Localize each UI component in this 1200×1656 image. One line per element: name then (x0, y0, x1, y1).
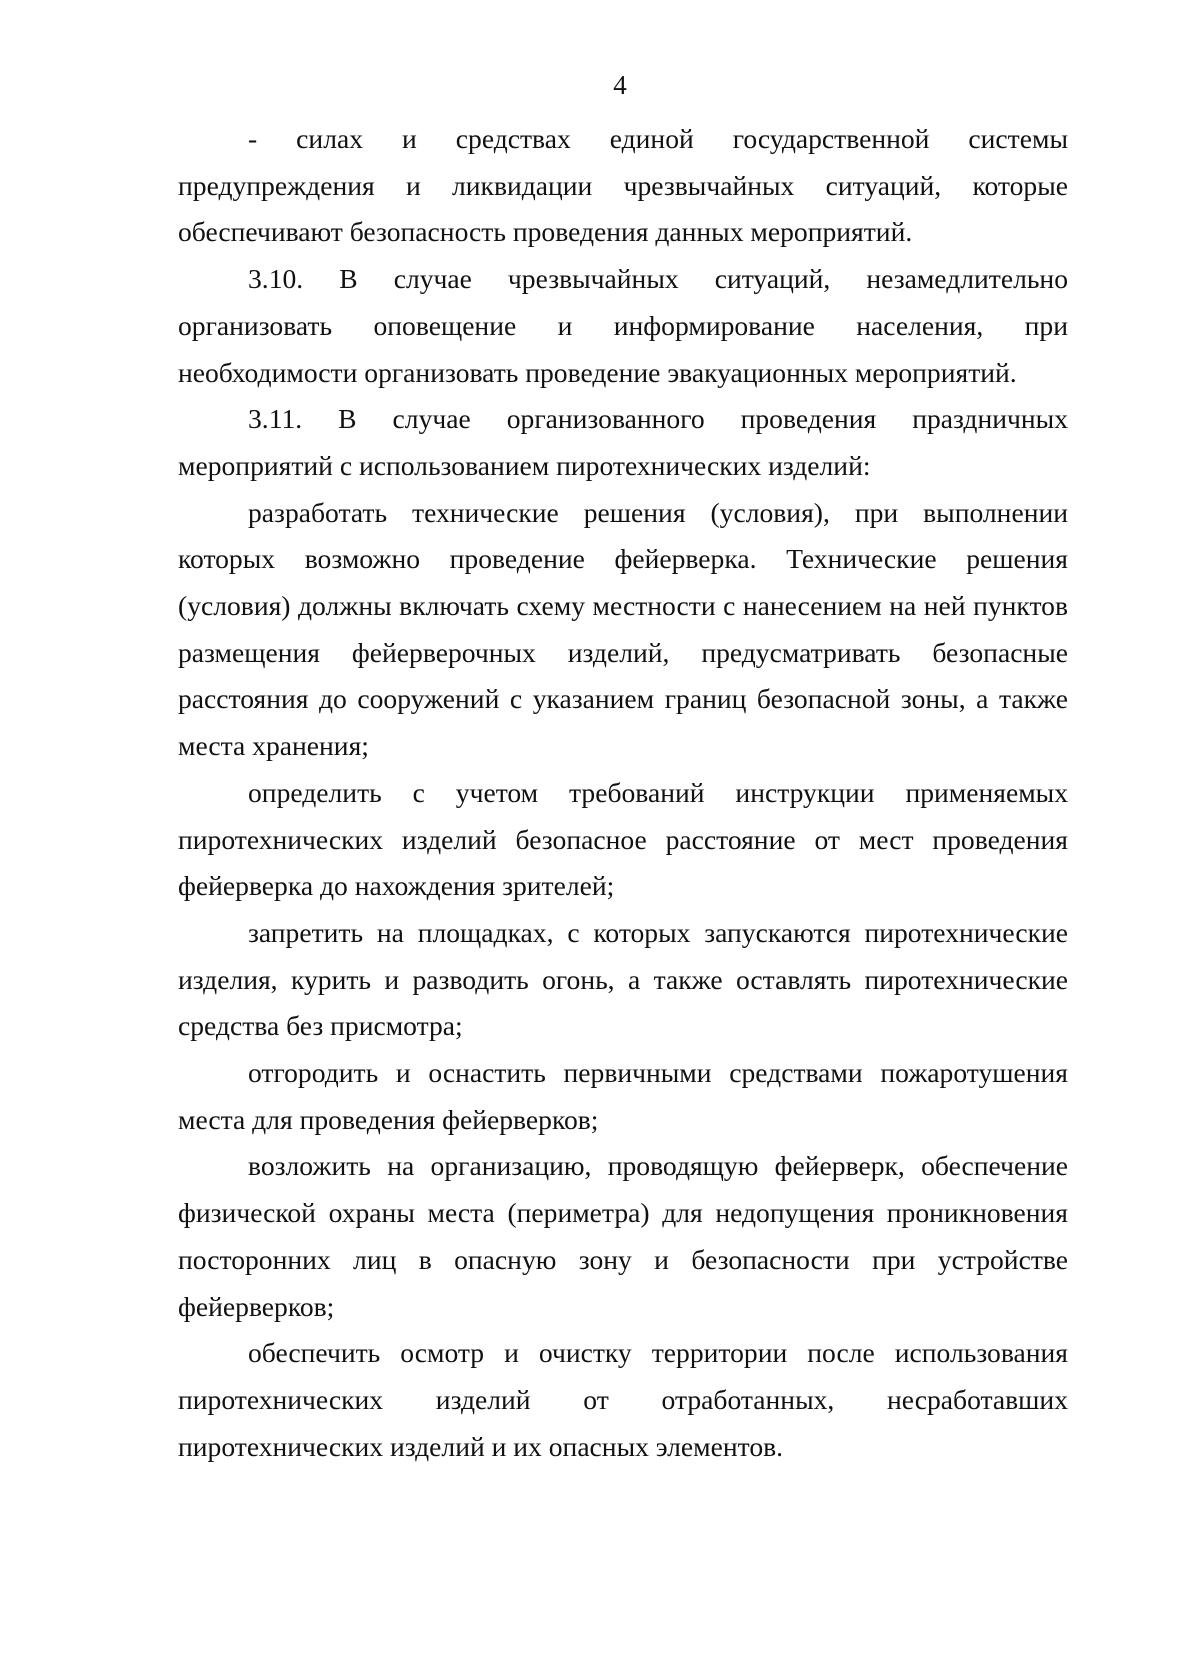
paragraph-forces-and-means: - силах и средствах единой государственной системы предупреждения и ликвидации чрезвычайных ситуаций, которые обеспечивают безопасность проведения данных мероприятий. (178, 123, 1068, 248)
paragraph-3-11: 3.11. В случае организованного проведения праздничных мероприятий с использованием пиротехнических изделий: (178, 403, 1068, 481)
paragraph-3-10: 3.10. В случае чрезвычайных ситуаций, незамедлительно организовать оповещение и информирование населения, при необходимости организовать проведение эвакуационных мероприятий. (178, 263, 1068, 388)
paragraph-fencing: отгородить и оснастить первичными средствами пожаротушения места для проведения фейерверков; (178, 1057, 1068, 1135)
paragraph-technical-solutions: разработать технические решения (условия), при выполнении которых возможно проведение фейерверка. Технические решения (условия) должны включать схему местности с нанесением на ней пунктов размещения фейерверочных изделий, предусматривать безопасные расстояния до сооружений с указанием границ безопасной зоны, а также места хранения; (178, 496, 1068, 762)
paragraph-physical-security: возложить на организацию, проводящую фейерверк, обеспечение физической охраны места (периметра) для недопущения проникновения посторонних лиц в опасную зону и безопасности при устройстве фейерверков; (178, 1150, 1068, 1322)
paragraph-cleanup: обеспечить осмотр и очистку территории после использования пиротехнических изделий от отработанных, несработавших пиротехнических изделий и их опасных элементов. (178, 1337, 1068, 1462)
page-number: 4 (613, 70, 627, 100)
paragraph-safe-distance: определить с учетом требований инструкции применяемых пиротехнических изделий безопасное расстояние от мест проведения фейерверка до нахождения зрителей; (178, 776, 1068, 902)
paragraph-prohibit-smoking: запретить на площадках, с которых запускаются пиротехнические изделия, курить и разводить огонь, а также оставлять пиротехнические средства без присмотра; (178, 916, 1068, 1042)
document-body (178, 116, 1068, 1470)
